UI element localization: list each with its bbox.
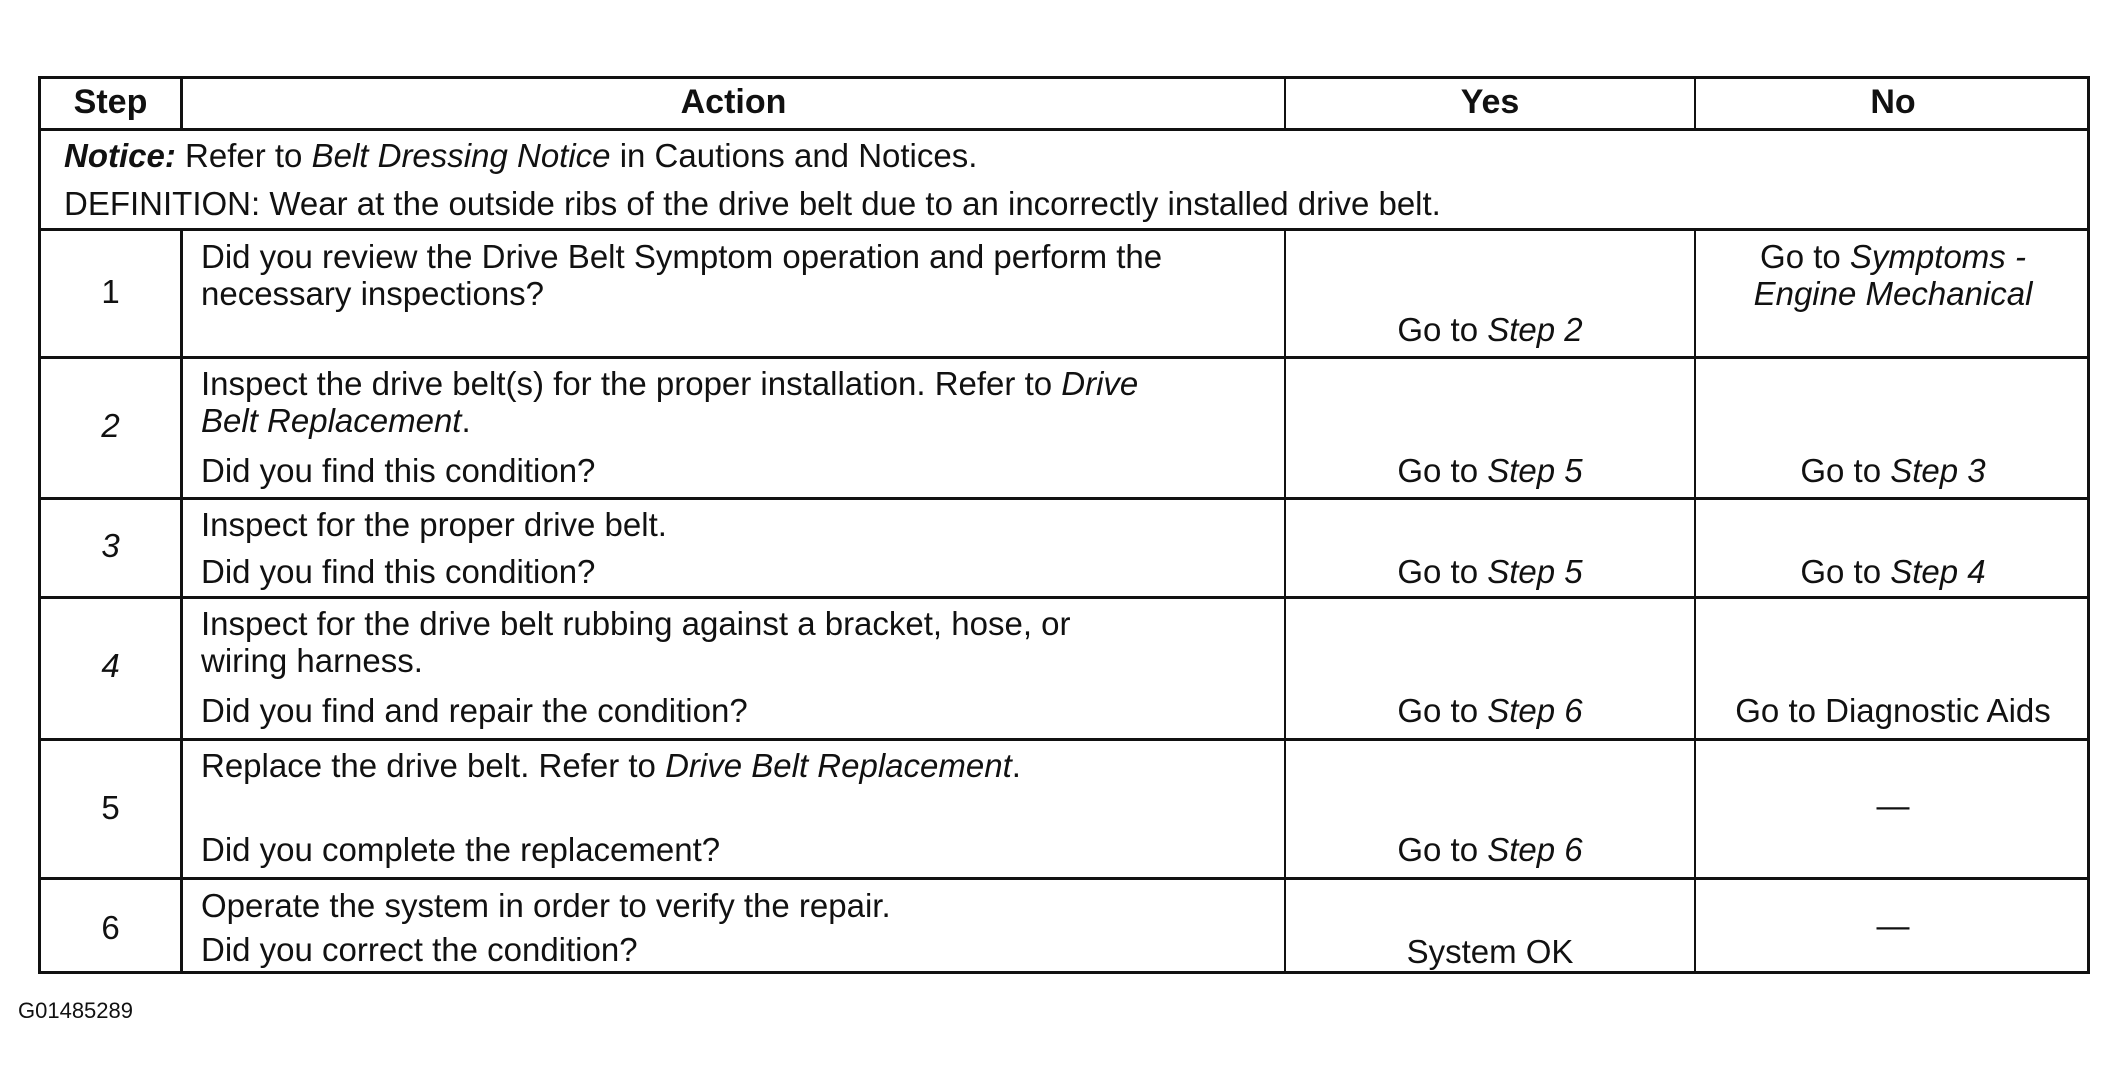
step-number: 5	[101, 789, 120, 826]
yes-cell: Go to Step 6	[1397, 831, 1583, 868]
action-text: necessary inspections?	[201, 275, 545, 312]
action-text: Operate the system in order to verify the repair.	[201, 887, 891, 924]
action-text: Belt Replacement.	[201, 402, 471, 439]
no-cell: Go to Symptoms - Engine Mechanical	[1753, 238, 2033, 312]
diagnostic-table	[38, 76, 2090, 974]
row-rule	[41, 738, 2087, 741]
no-cell: Go to Step 4	[1800, 553, 1986, 590]
question-text: Did you find this condition?	[201, 452, 596, 489]
question-text: Did you find and repair the condition?	[201, 692, 748, 729]
definition-line: DEFINITION: Wear at the outside ribs of the drive belt due to an incorrectly installed drive belt.	[64, 185, 1441, 222]
figure-id: G01485289	[18, 998, 133, 1023]
question-text: Did you complete the replacement?	[201, 831, 721, 868]
notice-line: Notice: Refer to Belt Dressing Notice in Cautions and Notices.	[64, 137, 978, 174]
header-action: Action	[680, 83, 787, 121]
row-rule	[41, 228, 2087, 231]
header-no: No	[1870, 83, 1916, 121]
header-rule	[41, 128, 2087, 131]
action-text: Did you review the Drive Belt Symptom operation and perform the	[201, 238, 1163, 275]
no-cell: —	[1876, 907, 1910, 944]
header-yes: Yes	[1460, 83, 1520, 121]
column-rule	[1694, 228, 1696, 974]
action-text: wiring harness.	[201, 642, 423, 679]
header-step: Step	[73, 83, 148, 121]
step-number: 2	[101, 407, 120, 444]
column-rule	[180, 228, 183, 974]
row-rule	[41, 497, 2087, 500]
yes-cell: Go to Step 2	[1397, 311, 1583, 348]
row-rule	[41, 877, 2087, 880]
no-cell: Go to Step 3	[1800, 452, 1986, 489]
notice-ref: Belt Dressing Notice	[311, 137, 611, 174]
question-text: Did you find this condition?	[201, 553, 596, 590]
action-text: Inspect for the drive belt rubbing against a bracket, hose, or	[201, 605, 1071, 642]
no-cell: —	[1876, 787, 1910, 824]
question-text: Did you correct the condition?	[201, 931, 638, 968]
notice-label: Notice:	[64, 137, 176, 174]
row-rule	[41, 596, 2087, 599]
step-number: 4	[101, 647, 120, 684]
yes-cell: System OK	[1406, 933, 1574, 970]
step-number: 1	[101, 273, 120, 310]
action-text: Inspect for the proper drive belt.	[201, 506, 667, 543]
step-number: 6	[101, 909, 120, 946]
row-rule	[41, 356, 2087, 359]
step-number: 3	[101, 527, 120, 564]
no-cell: Go to Diagnostic Aids	[1735, 692, 2051, 729]
yes-cell: Go to Step 5	[1397, 452, 1583, 489]
action-text: Inspect the drive belt(s) for the proper installation. Refer to Drive	[201, 365, 1139, 402]
yes-cell: Go to Step 6	[1397, 692, 1583, 729]
action-text: Replace the drive belt. Refer to Drive Belt Replacement.	[201, 747, 1021, 784]
yes-cell: Go to Step 5	[1397, 553, 1583, 590]
